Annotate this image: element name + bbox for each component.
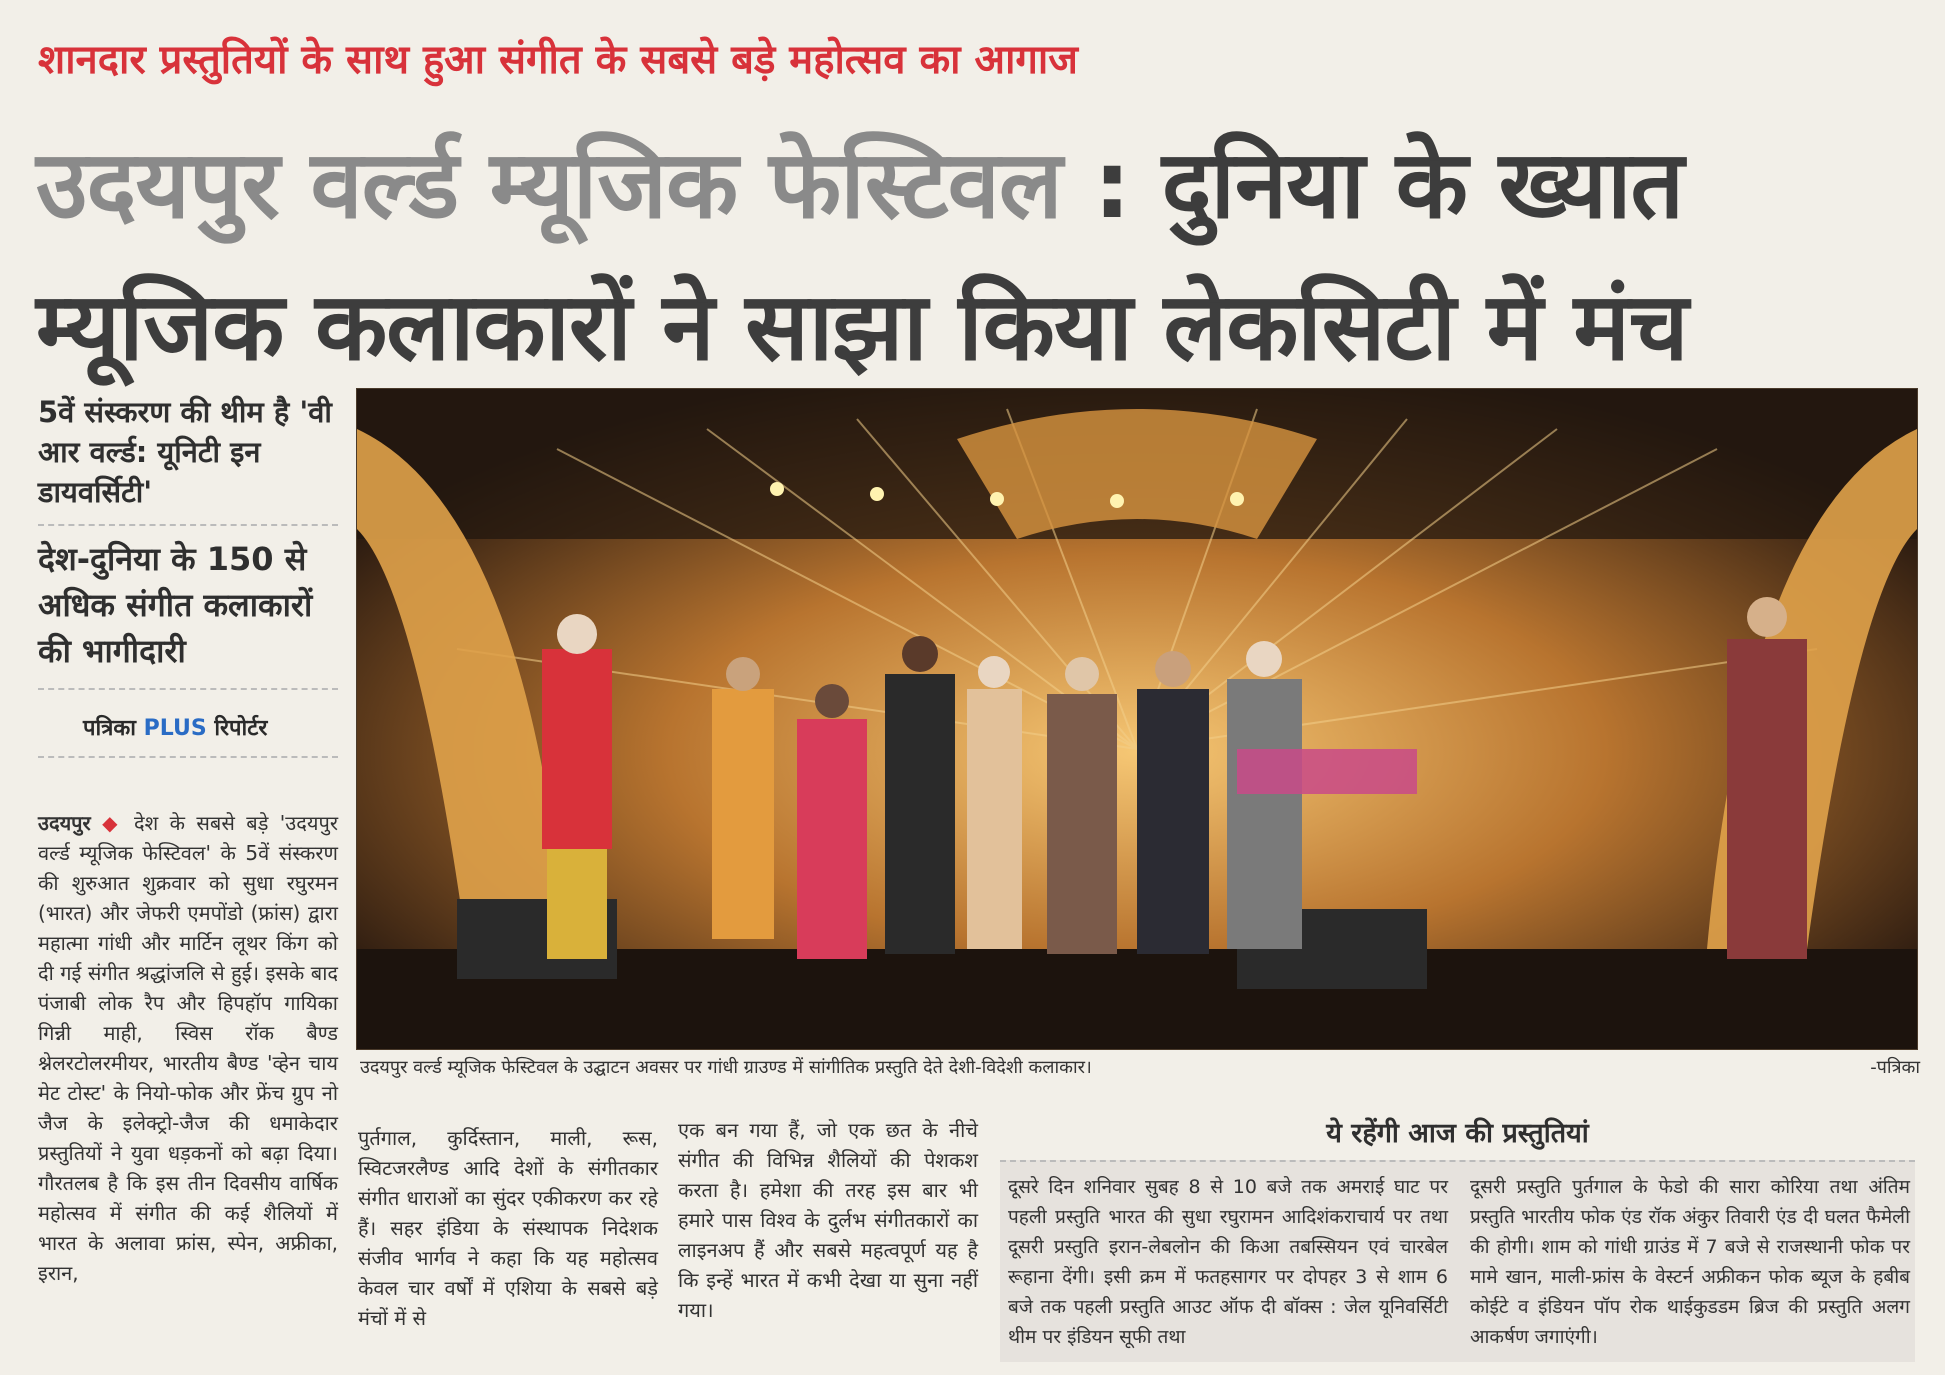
today-box <box>1000 1160 1915 1362</box>
article-column-3: एक बन गया हैं, जो एक छत के नीचे संगीत की विभिन्न शैलियों की पेशकश करता है। हमेशा की तरह इस बार भी हमारे पास विश्व के दुर्लभ संगीतकारों का लाइनअप हैं और सबसे महत्वपूर्ण यह है कि इन्हें भारत में कभी देखा या सुना नहीं गया। <box>678 1118 978 1322</box>
article-column-1 <box>38 808 338 1288</box>
stage-photo-illustration <box>357 389 1917 1049</box>
dateline-dot-icon: ◆ <box>102 811 123 835</box>
byline-post: रिपोर्टर <box>214 716 268 741</box>
kicker-headline: शानदार प्रस्तुतियों के साथ हुआ संगीत के सबसे बड़े महोत्सव का आगाज <box>38 37 1078 83</box>
today-column-2: दूसरी प्रस्तुति पुर्तगाल के फेडो की सारा कोरिया तथा अंतिम प्रस्तुति भारतीय फोक एंड रॉक अंकुर तिवारी एंड दी घलत फैमेली की होगी। शाम को गांधी ग्राउंड में 7 बजे से राजस्थानी फोक पर मामे खान, माली-फ्रांस के वेस्टर्न अफ्रीकन फोक ब्यूज के हबीब कोईटे व इंडियन पॉप रोक थाईकुडडम ब्रिज की प्रस्तुति अलग आकर्षण जगाएंगी। <box>1470 1176 1910 1348</box>
theme-highlight: 5वें संस्करण की थीम है 'वी आर वर्ल्ड: यूनिटी इन डायवर्सिटी' <box>38 392 338 526</box>
dateline: उदयपुर <box>38 811 91 835</box>
stage-photo <box>356 388 1918 1050</box>
caption-text: उदयपुर वर्ल्ड म्यूजिक फेस्टिवल के उद्घाटन अवसर पर गांधी ग्राउण्ड में सांगीतिक प्रस्तुति देते देशी-विदेशी कलाकार। <box>360 1057 1092 1078</box>
today-column-1: दूसरे दिन शनिवार सुबह 8 से 10 बजे तक अमराई घाट पर पहली प्रस्तुति भारत की सुधा रघुरामन आदिशंकराचार्य पर तथा दूसरी प्रस्तुति इरान-लेबलोन की किआ तबस्सियन एवं चारबेल रूहाना देंगी। इसी क्रम में फतहसागर पर दोपहर 3 से शाम 6 बजे तक पहली प्रस्तुति आउट ऑफ दी बॉक्स : जेल यूनिवर्सिटी थीम पर इंडियन सूफी तथा <box>1008 1176 1448 1348</box>
photo-caption <box>360 1055 1920 1079</box>
headline-part2: : दुनिया के ख्यात <box>1093 131 1684 240</box>
artists-highlight: देश-दुनिया के 150 से अधिक संगीत कलाकारों की भागीदारी <box>38 536 338 690</box>
main-headline <box>36 115 1916 399</box>
photo-credit: -पत्रिका <box>1870 1057 1920 1078</box>
byline-pre: पत्रिका <box>83 716 136 741</box>
byline <box>38 712 338 758</box>
article-column-2: पुर्तगाल, कुर्दिस्तान, माली, रूस, स्विटजरलैण्ड आदि देशों के संगीतकार संगीत धाराओं का सुंदर एकीकरण कर रहे हैं। सहर इंडिया के संस्थापक निदेशक संजीव भार्गव ने कहा कि यह महोत्सव केवल चार वर्षों में एशिया के सबसे बड़े मंचों में से <box>358 1126 658 1330</box>
byline-plus: PLUS <box>143 716 207 741</box>
sidebar <box>38 392 338 758</box>
today-heading: ये रहेंगी आज की प्रस्तुतियां <box>1326 1118 1589 1149</box>
headline-line2: म्यूजिक कलाकारों ने साझा किया लेकसिटी में मंच <box>36 273 1688 382</box>
headline-festival-name: उदयपुर वर्ल्ड म्यूजिक फेस्टिवल <box>36 131 1062 240</box>
article-col1-text: देश के सबसे बड़े 'उदयपुर वर्ल्ड म्यूजिक फेस्टिवल' के 5वें संस्करण की शुरुआत शुक्रवार को सुधा रघुरमन (भारत) और जेफरी एमपोंडो (फ्रांस) द्वारा महात्मा गांधी और मार्टिन लूथर किंग को दी गई संगीत श्रद्धांजलि से हुई। इसके बाद पंजाबी लोक रैप और हिपहॉप गायिका गिन्नी माही, स्विस रॉक बैण्ड श्नेलरटोलरमीयर, भारतीय बैण्ड 'व्हेन चाय मेट टोस्ट' के नियो-फोक और फ्रेंच ग्रुप नो जैज के इलेक्ट्रो-जैज की धमाकेदार प्रस्तुतियों ने युवा धड़कनों को बढ़ा दिया। गौरतलब है कि इस तीन दिवसीय वार्षिक महोत्सव में संगीत की कई शैलियों में भारत के अलावा फ्रांस, स्पेन, अफ्रीका, इरान, <box>38 811 339 1285</box>
